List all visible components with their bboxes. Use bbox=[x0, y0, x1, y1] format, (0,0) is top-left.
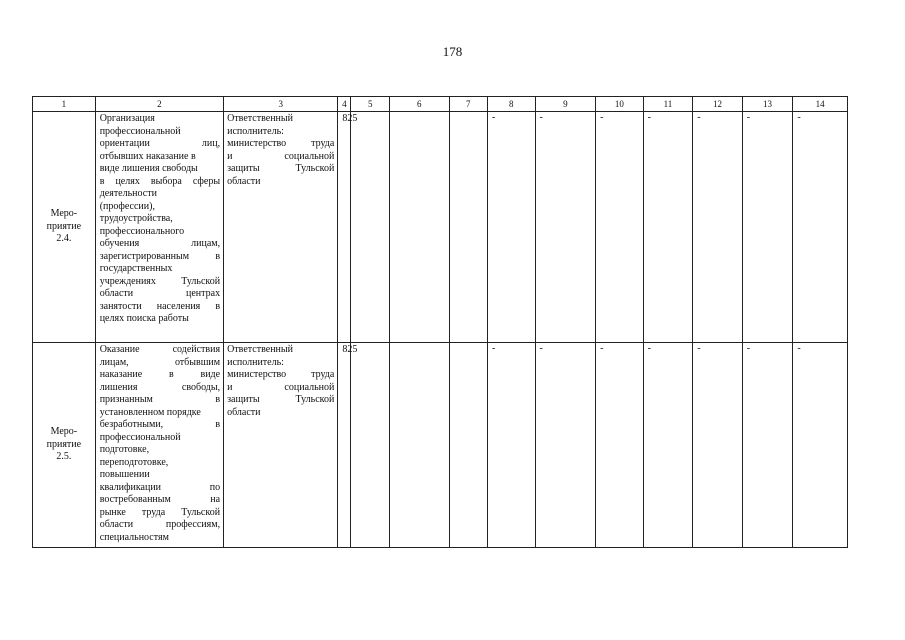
measure-label-line: приятие bbox=[46, 438, 82, 450]
measure-description-cell bbox=[95, 112, 223, 343]
column-header: 9 bbox=[535, 97, 596, 112]
text-line: безработными, в bbox=[99, 419, 221, 430]
column-header: 14 bbox=[793, 97, 848, 112]
value-cell bbox=[449, 343, 487, 548]
measure-label-line: 2.4. bbox=[56, 233, 72, 245]
column-header: 3 bbox=[224, 97, 338, 112]
text-line: обучения лицам, bbox=[99, 238, 221, 249]
value-cell: - bbox=[643, 112, 693, 343]
value-cell: - bbox=[487, 343, 535, 548]
text-line: трудоустройства, bbox=[99, 213, 173, 224]
value-cell bbox=[389, 343, 449, 548]
responsible-executor-cell bbox=[224, 343, 338, 548]
ministry-code-cell: 825 bbox=[338, 112, 351, 343]
value-cell bbox=[449, 112, 487, 343]
measure-label-line: 2.5. bbox=[56, 451, 72, 463]
text-line: занятости населения в bbox=[99, 300, 221, 312]
value-cell: - bbox=[742, 343, 793, 548]
column-header: 4 bbox=[338, 97, 351, 112]
text-line: государственных bbox=[99, 263, 173, 274]
text-line: министерство труда bbox=[227, 369, 335, 380]
measure-description-cell bbox=[95, 343, 223, 548]
measure-label-cell bbox=[33, 112, 96, 343]
text-line: квалификации по bbox=[99, 481, 221, 493]
text-line: востребованным на bbox=[99, 494, 221, 505]
value-cell: - bbox=[742, 112, 793, 343]
text-line: области профессиям, bbox=[99, 519, 221, 530]
column-header: 10 bbox=[596, 97, 644, 112]
responsible-executor-cell bbox=[224, 112, 338, 343]
text-line: исполнитель: bbox=[227, 125, 284, 137]
table-row-measure-2-5 bbox=[33, 343, 848, 548]
text-line: исполнитель: bbox=[227, 356, 284, 368]
text-line: установленном порядке bbox=[99, 406, 201, 418]
text-line: профессионального bbox=[99, 225, 185, 237]
value-cell bbox=[389, 112, 449, 343]
column-header: 13 bbox=[742, 97, 793, 112]
text-line: деятельности bbox=[99, 188, 157, 199]
value-cell: - bbox=[596, 343, 644, 548]
text-line: виде лишения свободы bbox=[99, 163, 198, 174]
measure-label-line: Меро- bbox=[50, 426, 78, 438]
column-header: 5 bbox=[351, 97, 389, 112]
value-cell: - bbox=[793, 112, 848, 343]
text-line: и социальной bbox=[227, 150, 335, 162]
value-cell: - bbox=[535, 343, 596, 548]
column-header: 12 bbox=[693, 97, 743, 112]
table-row-measure-2-4 bbox=[33, 112, 848, 343]
column-header: 6 bbox=[389, 97, 449, 112]
table-header-row bbox=[33, 97, 848, 112]
text-line: переподготовке, bbox=[99, 456, 169, 468]
text-line: наказание в виде bbox=[99, 369, 221, 380]
measure-label-cell bbox=[33, 343, 96, 548]
text-line: лишения свободы, bbox=[99, 381, 221, 393]
value-cell: - bbox=[693, 112, 743, 343]
value-cell: - bbox=[693, 343, 743, 548]
description-lines bbox=[100, 113, 220, 326]
text-line: учреждениях Тульской bbox=[99, 275, 221, 287]
value-cell: - bbox=[535, 112, 596, 343]
description-lines bbox=[100, 344, 220, 544]
value-cell: - bbox=[487, 112, 535, 343]
text-line: лицам, отбывшим bbox=[99, 356, 221, 368]
value-cell bbox=[351, 343, 389, 548]
budget-table bbox=[32, 96, 848, 548]
text-line: Оказание содействия bbox=[99, 344, 221, 355]
value-cell: - bbox=[643, 343, 693, 548]
text-line: профессиональной bbox=[99, 125, 181, 137]
text-line: профессиональной bbox=[99, 431, 181, 443]
text-line: целях поиска работы bbox=[99, 313, 189, 324]
text-line: ориентации лиц, bbox=[99, 138, 221, 149]
text-line: признанным в bbox=[99, 394, 221, 405]
text-line: Ответственный bbox=[227, 113, 293, 124]
text-line: области bbox=[227, 406, 261, 418]
column-header: 2 bbox=[95, 97, 223, 112]
text-line: специальностям bbox=[99, 531, 169, 543]
value-cell: - bbox=[596, 112, 644, 343]
page-number: 178 bbox=[442, 44, 463, 59]
text-line: министерство труда bbox=[227, 138, 335, 149]
text-line: и социальной bbox=[227, 381, 335, 393]
responsible-lines bbox=[227, 344, 334, 419]
text-line: отбывших наказание в bbox=[99, 150, 196, 162]
value-cell: - bbox=[793, 343, 848, 548]
text-line: рынке труда Тульской bbox=[99, 506, 221, 518]
text-line: (профессии), bbox=[99, 200, 155, 212]
ministry-code-cell: 825 bbox=[338, 343, 351, 548]
text-line: в целях выбора сферы bbox=[99, 175, 221, 187]
text-line: защиты Тульской bbox=[227, 163, 335, 174]
text-line: повышении bbox=[99, 469, 150, 480]
responsible-lines bbox=[227, 113, 334, 188]
column-header: 11 bbox=[643, 97, 693, 112]
text-line: зарегистрированным в bbox=[99, 250, 221, 262]
text-line: подготовке, bbox=[99, 444, 150, 455]
text-line: области bbox=[227, 175, 261, 187]
measure-label-line: Меро- bbox=[50, 208, 78, 220]
measure-label-line: приятие bbox=[46, 220, 82, 232]
value-cell bbox=[351, 112, 389, 343]
text-line: защиты Тульской bbox=[227, 394, 335, 405]
column-header: 7 bbox=[449, 97, 487, 112]
text-line: Организация bbox=[99, 113, 155, 124]
text-line: Ответственный bbox=[227, 344, 293, 355]
column-header: 8 bbox=[487, 97, 535, 112]
text-line: области центрах bbox=[99, 288, 221, 299]
column-header: 1 bbox=[33, 97, 96, 112]
